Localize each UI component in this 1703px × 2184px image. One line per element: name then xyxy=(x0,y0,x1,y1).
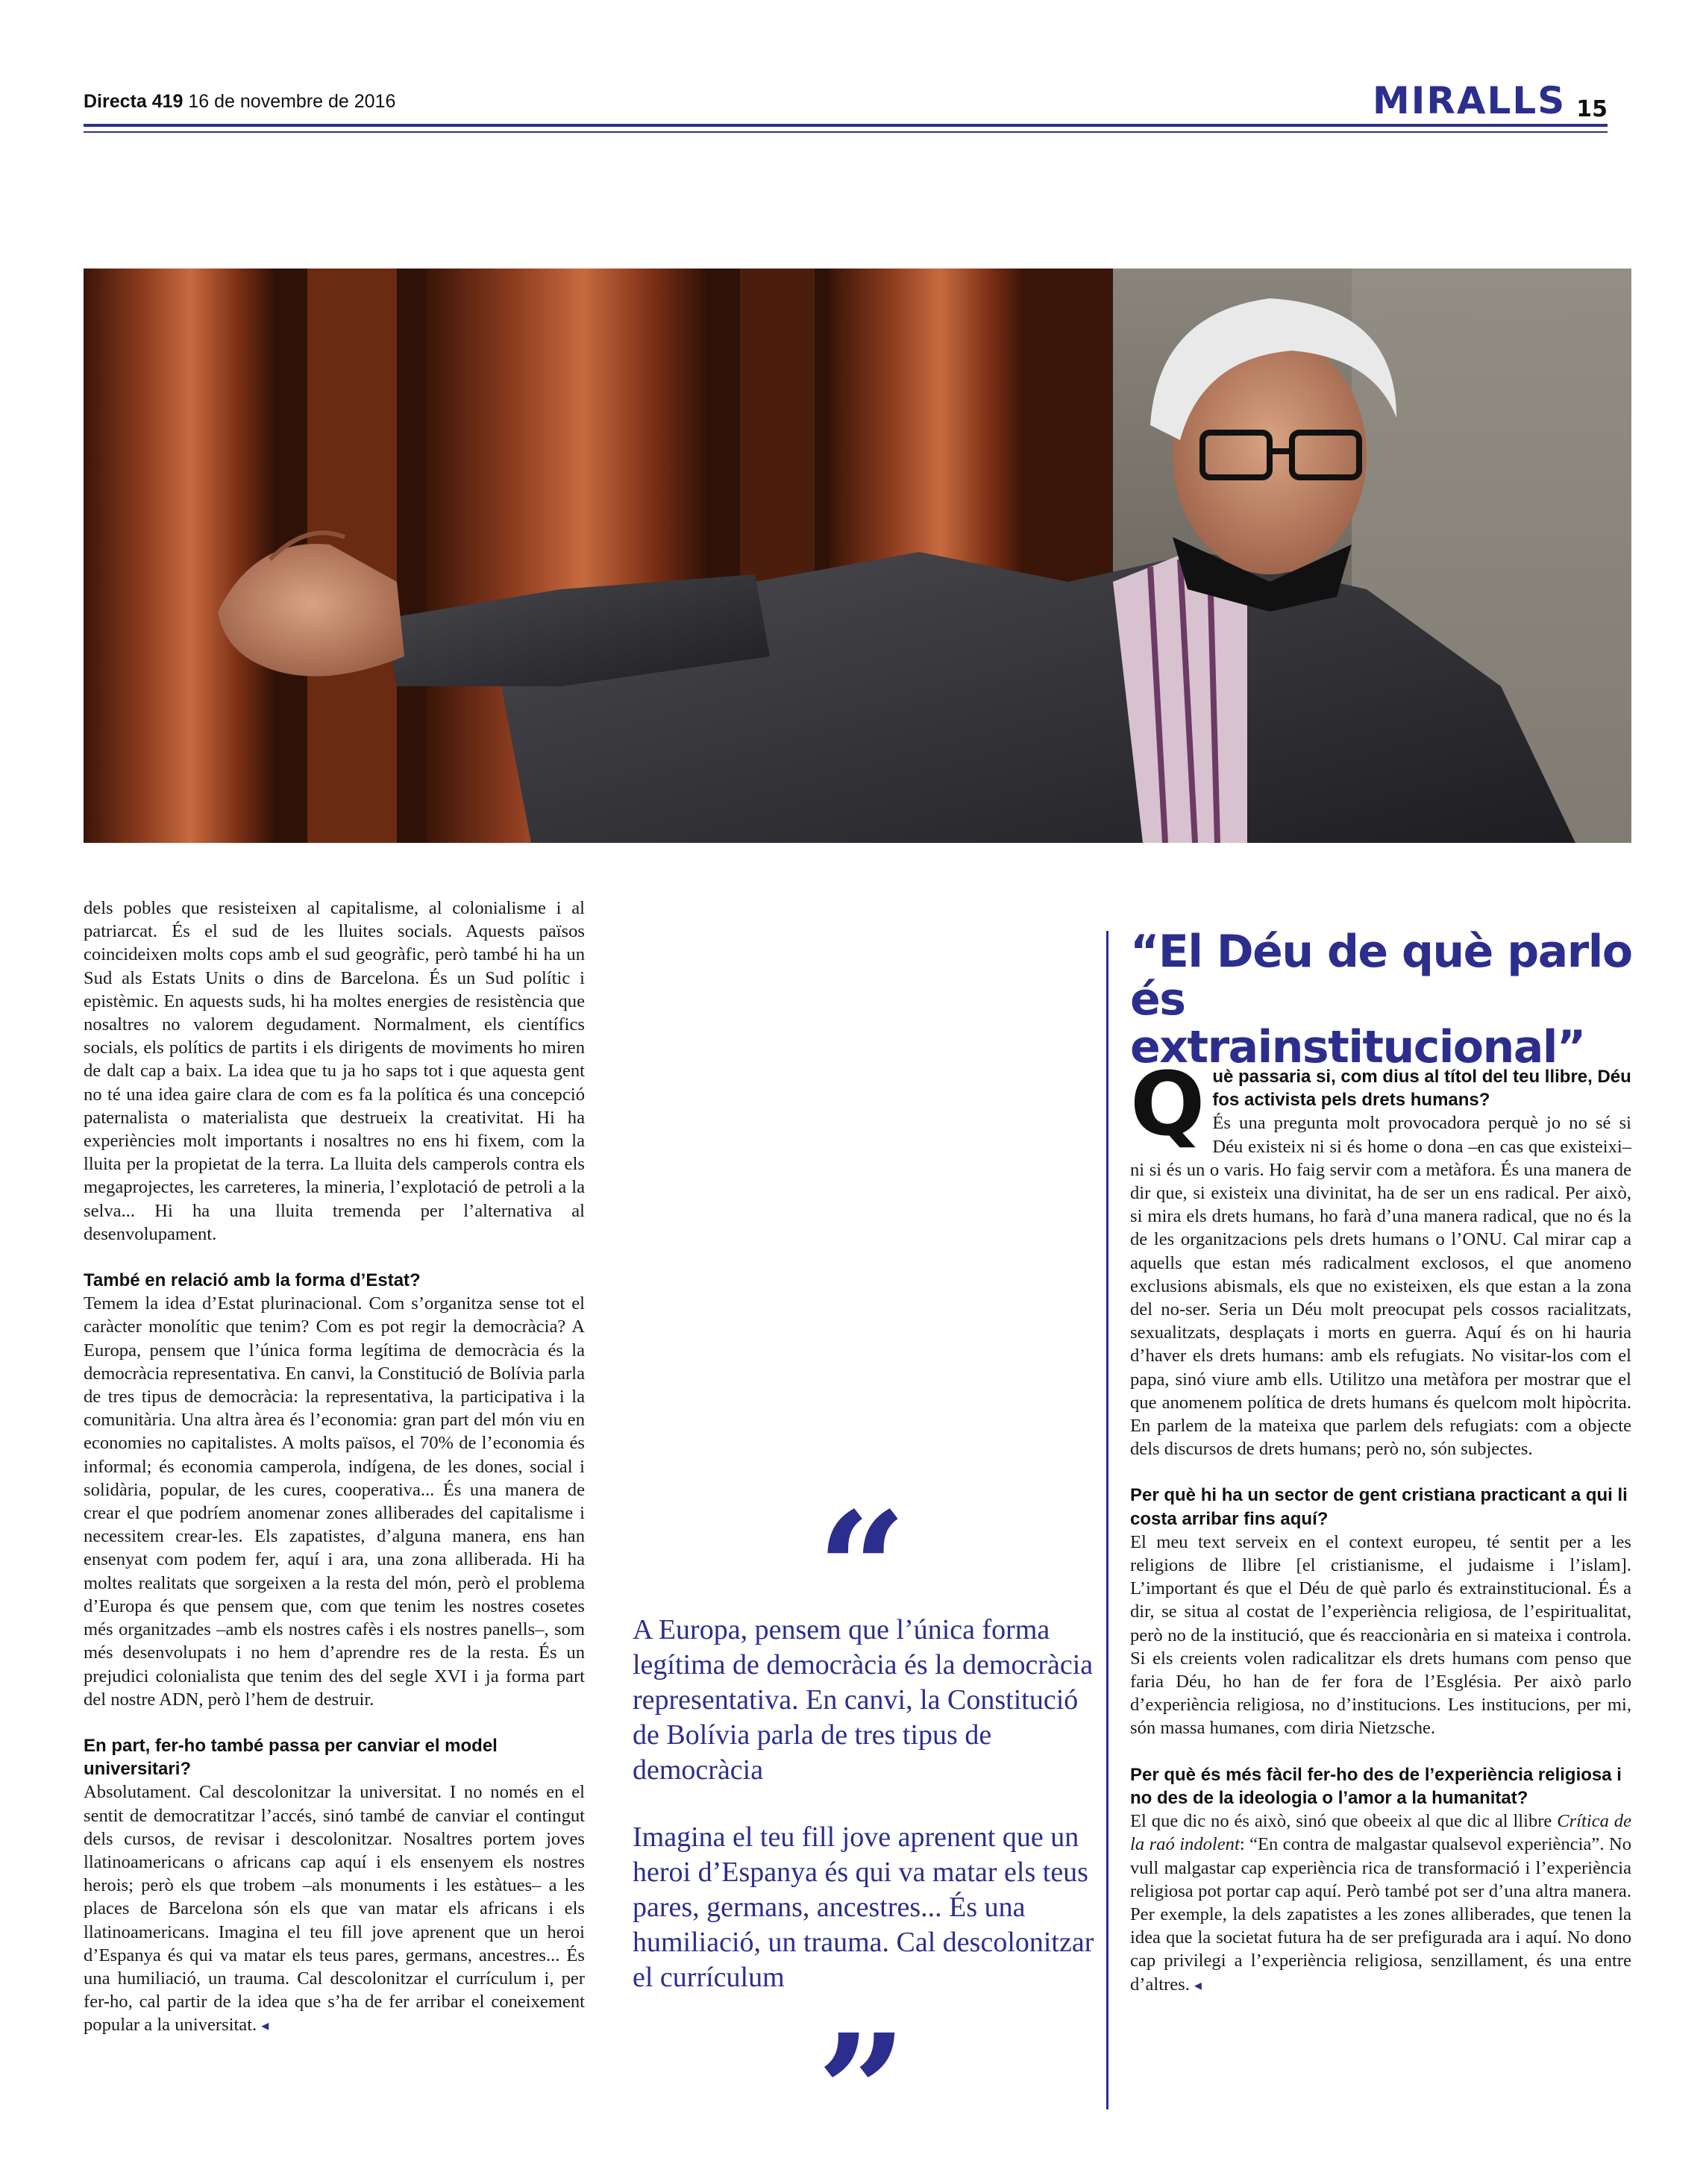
article-title: “El Déu de què parlo és extrainstitucional” xyxy=(1130,926,1632,1073)
interview-question: Per què és més fàcil fer-ho des de l’experiència religiosa i no des de la ideologia o l’amor a la humanitat? xyxy=(1130,1764,1622,1808)
left-column xyxy=(84,897,585,2039)
body-paragraph xyxy=(1130,1810,1631,1998)
body-paragraph xyxy=(84,1780,585,2038)
body-text: : “En contra de malgastar qualsevol experiència”. No vull malgastar cap experiència rica de transformació i l’experiència religiosa pot portar cap aquí. Però també pot ser d’una altra manera. Per exemple, la dels zapatistes a les zones alliberades, que tenen la idea que la societat futura ha de ser prefigurada ara i aquí. No dono cap privilegi a l’experiència religiosa, senzillament, és una entre d’altres. xyxy=(1130,1834,1632,1995)
issue-date: 16 de novembre de 2016 xyxy=(188,91,396,112)
header-rule-bottom xyxy=(84,131,1608,133)
body-paragraph: Temem la idea d’Estat plurinacional. Com s’organitza sense tot el caràcter monolític que tenim? Com es pot regir la democràcia? A Europa, pensem que l’única forma legítima de democràcia és la democràcia representativa. En canvi, la Constitució de Bolívia parla de tres tipus de democràcia: la representativa, la participativa i la comunitària. Una altra àrea és l’economia: gran part del món viu en economies no capitalistes. A molts països, el 70% de l’economia és informal; és economia camperola, indígena, de les dones, social i solidària, popular, de les cures, cooperativa... És una manera de crear el que podríem anomenar zones alliberades del capitalisme i necessitem crear-les. Els zapatistes, d’alguna manera, ens han ensenyat com podem fer, aquí i ara, una zona alliberada. Hi ha moltes realitats que sorgeixen a la resta del món, però el problema d’Europa és que pensem que, com que tenim les nostres cosetes més organitzades –amb els nostres cafès i els nostres panells–, som més desenvolupats i no hem d’aprendre res de la resta. És un prejudici colonialista que tenim des del segle XVI i ja forma part del nostre ADN, però l’hem de destruir. xyxy=(84,1293,585,1710)
body-paragraph: dels pobles que resisteixen al capitalisme, al colonialisme i al patriarcat. És el sud de les lluites socials. Aquests països coincideixen molts cops amb el sud geogràfic, però també hi ha un Sud als Estats Units o dins de Barcelona. És un Sud polític i epistèmic. En aquests suds, hi ha moltes energies de resistència que nosaltres no valorem degudament. Normalment, els científics socials, els polítics de partits i els dirigents de moviments ho miren de dalt cap a baix. La idea que tu ja ho saps tot i que aquesta gent no té una idea gaire clara de com es fa la política és una concepció paternalista o materialista que destrueix la creativitat. Hi ha experiències molt importants i nosaltres no ens hi fixem, com la lluita per la propietat de la terra. La lluita dels camperols contra els megaprojectes, les carreteres, la mineria, l’explotació de petroli a la selva... Hi ha una lluita tremenda per l’alternativa al desenvolupament. xyxy=(84,898,585,1244)
issue-info xyxy=(84,91,395,113)
body-paragraph: El meu text serveix en el context europeu, té sentit per a les religions de llibre [el cristianisme, el judaisme i l’islam]. L’important és que el Déu de què parlo és extrainstitucional. És a dir, se situa al costat de l’experiència religiosa, de l’espiritualitat, però no de la institució, que és reaccionària en si mateixa i controla. Si els creients volen radicalitzar els drets humans com penso que faria Déu, ho han de fer fora de l’Església. Per això parlo d’experiència religiosa, no d’institucions. Les institucions, per mi, són massa humanes, com diria Nietzsche. xyxy=(1130,1531,1631,1739)
header-rule-top xyxy=(84,124,1608,127)
close-quote-icon: ” xyxy=(817,2000,907,2184)
open-quote-icon: “ xyxy=(817,1478,907,1662)
end-mark-icon: ◂ xyxy=(261,2018,269,2035)
body-paragraph: És una pregunta molt provocadora perquè jo no sé si Déu existeix ni si és home o dona –en cas que existeixi– ni si és un o varis. Ho faig servir com a metàfora. És una manera de dir que, si existeix una divinitat, ha de ser un ens radical. Per això, si mira els drets humans, ho farà d’una manera radical, que no és la de les organitzacions pels drets humans o l’ONU. Cal mirar cap a aquells que estan més radicalment exclosos, el que anomeno exclusions abismals, els que no existeixen, els que estan a la zona del no-ser. Seria un Déu molt preocupat pels cossos racialitzats, sexualitzats, desplaçats i morts en guerra. Aquí és on hi hauria d’haver els drets humans: amb els refugiats. No visitar-los com el papa, sinó viure amb ells. Utilitzo una metàfora per mostrar que el que anomenem política de drets humans és quelcom molt hipòcrita. En parlem de la mateixa que parlem dels refugiats: com a objecte dels discursos de drets humans; però no, són subjectes. xyxy=(1130,1113,1631,1460)
book-title: Crítica de la raó indolent xyxy=(1130,1811,1631,1855)
section-header xyxy=(1373,79,1608,122)
right-column xyxy=(1130,1052,1632,1998)
page-number: 15 xyxy=(1576,96,1608,122)
interview-question: També en relació amb la forma d’Estat? xyxy=(84,1270,421,1291)
interview-question: En part, fer-ho també passa per canviar el model universitari? xyxy=(84,1735,498,1780)
publication-name: Directa 419 xyxy=(84,91,184,112)
body-text: El que dic no és això, sinó que obeeix al que dic al llibre xyxy=(1130,1811,1558,1832)
portrait-photo xyxy=(84,269,1631,843)
section-name: MIRALLS xyxy=(1372,79,1566,122)
end-mark-icon: ◂ xyxy=(1194,1977,1202,1994)
body-paragraph-text: Absolutament. Cal descolonitzar la universitat. I no només en el sentit de democratitzar l’accés, sinó també de canviar el contingut dels cursos, de revisar i descolonitzar. Nosaltres portem joves llatinoamericans o africans cap aquí i els ensenyem els nostres herois; però els que trobem –als monuments i les estàtues– a les places de Barcelona són els que van matar els africans i els llatinoamericans. Imagina el teu fill jove aprenent que un heroi d’Espanya és qui va matar els teus pares, germans, ancestres... És una humiliació, un trauma. Cal descolonitzar el currículum i, per fer-ho, cal partir de la idea que s’ha de fer arribar el coneixement popular a la universitat. xyxy=(84,1782,585,2036)
pull-quote-2: Imagina el teu fill jove aprenent que un heroi d’Espanya és qui va matar els teus pares, germans, ancestres... És una humiliació, un trauma. Cal descolonitzar el currículum xyxy=(633,1821,1094,1993)
drop-cap: Q xyxy=(1130,1052,1205,1155)
pull-quote-1: A Europa, pensem que l’única forma legítima de democràcia és la democràcia representativa. En canvi, la Constitució de Bolívia parla de tres tipus de democràcia xyxy=(633,1614,1094,1786)
column-divider xyxy=(1106,931,1108,2109)
interview-question: uè passaria si, com dius al títol del teu llibre, Déu fos activista pels drets humans? xyxy=(1212,1067,1631,1111)
interview-question: Per què hi ha un sector de gent cristiana practicant a qui li costa arribar fins aquí? xyxy=(1130,1485,1628,1529)
